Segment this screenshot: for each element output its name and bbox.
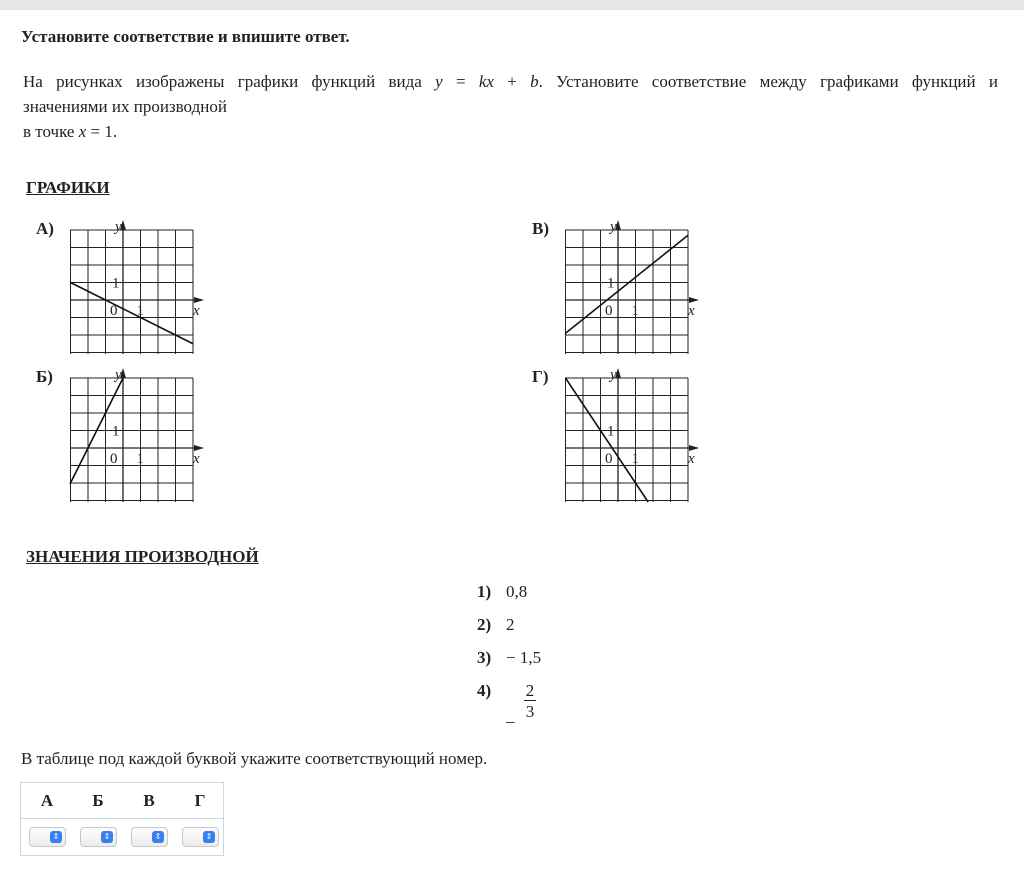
y-axis-label: y (115, 367, 122, 383)
y-unit-label: 1 (112, 275, 120, 292)
derivative-option-2 (477, 615, 515, 635)
option-number: 4) (477, 681, 492, 700)
origin-label: 0 (110, 303, 118, 319)
derivative-option-3 (477, 648, 541, 668)
answer-header-b: Б (92, 791, 104, 810)
y-unit-label: 1 (607, 275, 615, 292)
graph-g (557, 362, 707, 507)
y-unit-label: 1 (607, 423, 615, 440)
answer-table-divider (21, 818, 223, 819)
formula-y: y (435, 72, 443, 91)
derivatives-title: ЗНАЧЕНИЯ ПРОИЗВОДНОЙ (26, 547, 259, 566)
task-heading: Установите соответствие и впишите ответ. (21, 27, 350, 46)
formula-eq: = (442, 72, 479, 91)
option-number: 1) (477, 582, 492, 601)
fraction-denominator: 3 (525, 702, 535, 721)
graph-v (557, 214, 707, 359)
derivative-option-1 (477, 582, 527, 602)
graph-a (62, 214, 212, 359)
updown-chevron-icon: ⇕ (203, 831, 215, 843)
fraction-minus-sign: _ (506, 706, 515, 725)
graph-letter-b: Б) (36, 367, 53, 386)
graph-letter-v: В) (532, 219, 549, 238)
x-unit-label: 1 (136, 451, 144, 467)
task-line-2: значениями их производной (23, 97, 227, 116)
updown-chevron-icon: ⇕ (101, 831, 113, 843)
x-axis-label: x (688, 303, 695, 319)
answer-select-a[interactable] (29, 827, 66, 847)
y-axis-label: y (610, 219, 617, 235)
task-text-part: . Установите соответствие между графиками функций и (538, 72, 999, 91)
y-axis-label: y (610, 367, 617, 383)
answer-header-v: В (143, 791, 155, 810)
answer-select-b[interactable] (80, 827, 117, 847)
task-line-1 (23, 69, 998, 94)
graph-letter-g: Г) (532, 367, 549, 386)
task-text-part: = 1. (86, 122, 118, 141)
graph-letter-a: А) (36, 219, 54, 238)
option-number: 2) (477, 615, 492, 634)
graphs-title: ГРАФИКИ (26, 178, 110, 197)
derivative-option-4 (477, 681, 506, 701)
fraction (524, 681, 536, 722)
x-unit-label: 1 (631, 303, 639, 319)
origin-label: 0 (605, 303, 613, 319)
answer-select-v[interactable] (131, 827, 168, 847)
answer-header-a: А (40, 791, 54, 810)
formula-x: x (78, 122, 87, 141)
formula-plus: + (493, 72, 531, 91)
answer-table (20, 782, 224, 856)
x-axis-label: x (193, 451, 200, 467)
updown-chevron-icon: ⇕ (50, 831, 62, 843)
answer-select-g[interactable] (182, 827, 219, 847)
option-number: 3) (477, 648, 492, 667)
x-axis-label: x (688, 451, 695, 467)
y-unit-label: 1 (112, 423, 120, 440)
top-bar (0, 0, 1024, 10)
origin-label: 0 (110, 451, 118, 467)
option-value: − 1,5 (506, 648, 542, 667)
graph-b (62, 362, 212, 507)
x-unit-label: 1 (631, 451, 639, 467)
answer-header-g: Г (194, 791, 206, 810)
origin-label: 0 (605, 451, 613, 467)
task-text-part: в точке (23, 122, 75, 141)
task-text-part: На рисунках изображены графики функций вида (23, 72, 422, 91)
y-axis-label: y (115, 219, 122, 235)
formula-b: b (530, 72, 539, 91)
option-value: 2 (506, 615, 515, 634)
instruction-text: В таблице под каждой буквой укажите соответствующий номер. (21, 749, 488, 768)
option-value: 0,8 (506, 582, 528, 601)
task-text (23, 69, 998, 144)
fraction-numerator: 2 (525, 681, 535, 700)
updown-chevron-icon: ⇕ (152, 831, 164, 843)
formula-kx: kx (478, 72, 494, 91)
x-axis-label: x (193, 303, 200, 319)
task-line-3 (23, 119, 998, 144)
x-unit-label: 1 (136, 303, 144, 319)
